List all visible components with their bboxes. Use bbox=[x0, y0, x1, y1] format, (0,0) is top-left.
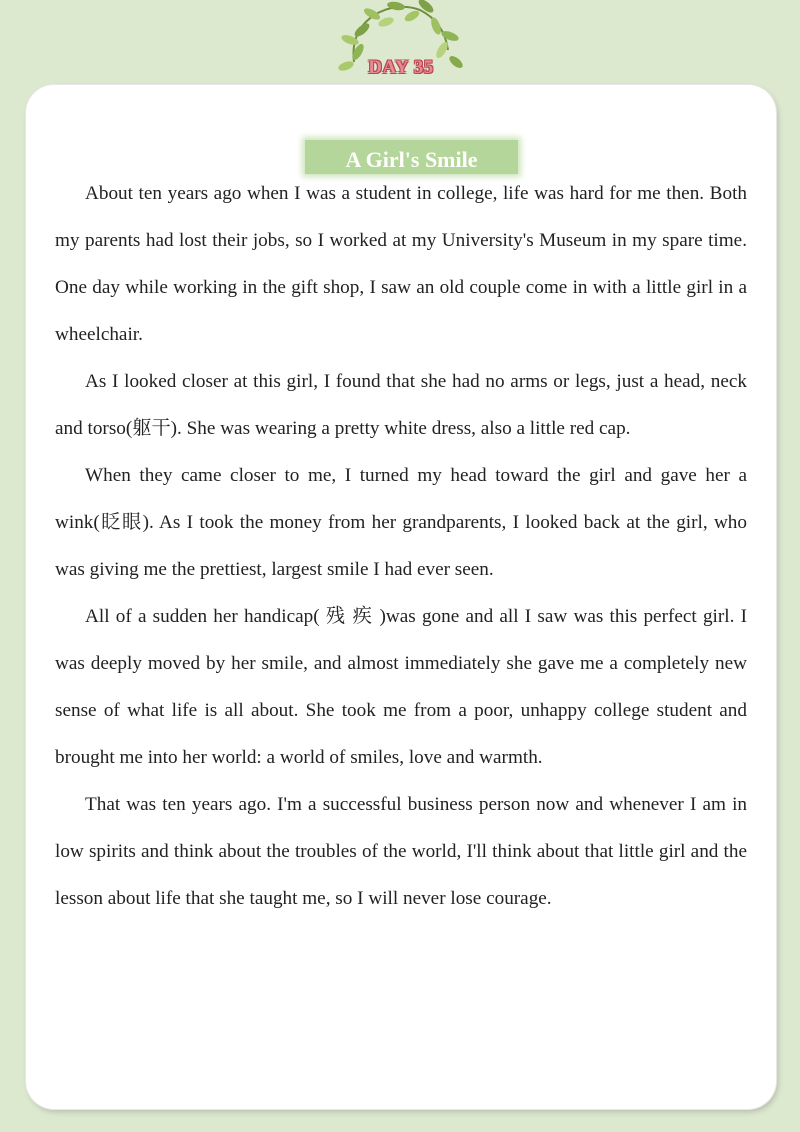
paragraph: About ten years ago when I was a student in college, life was hard for me then. Both my parents had lost their jobs, so I worked at my University's Museum in my spare time. One day while working in the gift shop, I saw an old couple come in with a little girl in a wheelchair. bbox=[55, 183, 747, 345]
article-body bbox=[55, 170, 747, 922]
day-label: DAY 35 bbox=[368, 57, 434, 78]
day-badge bbox=[336, 0, 466, 86]
paragraph: That was ten years ago. I'm a successful business person now and whenever I am in low spirits and think about the troubles of the world, I'll think about that little girl and the lesson about life that she taught me, so I will never lose courage. bbox=[55, 794, 747, 909]
article-title: A Girl's Smile bbox=[345, 147, 478, 172]
article-title-banner bbox=[305, 140, 518, 174]
paragraph: All of a sudden her handicap( 残 疾 )was gone and all I saw was this perfect girl. I was deeply moved by her smile, and almost immediately she gave me a completely new sense of what life is all about. She took me from a poor, unhappy college student and brought me into her world: a world of smiles, love and warmth. bbox=[55, 606, 747, 768]
paragraph: As I looked closer at this girl, I found that she had no arms or legs, just a head, neck and torso(躯干). She was wearing a pretty white dress, also a little red cap. bbox=[55, 371, 747, 439]
paragraph: When they came closer to me, I turned my head toward the girl and gave her a wink(眨眼). As I took the money from her grandparents, I looked back at the girl, who was giving me the prettiest, largest smile I had ever seen. bbox=[55, 465, 747, 580]
